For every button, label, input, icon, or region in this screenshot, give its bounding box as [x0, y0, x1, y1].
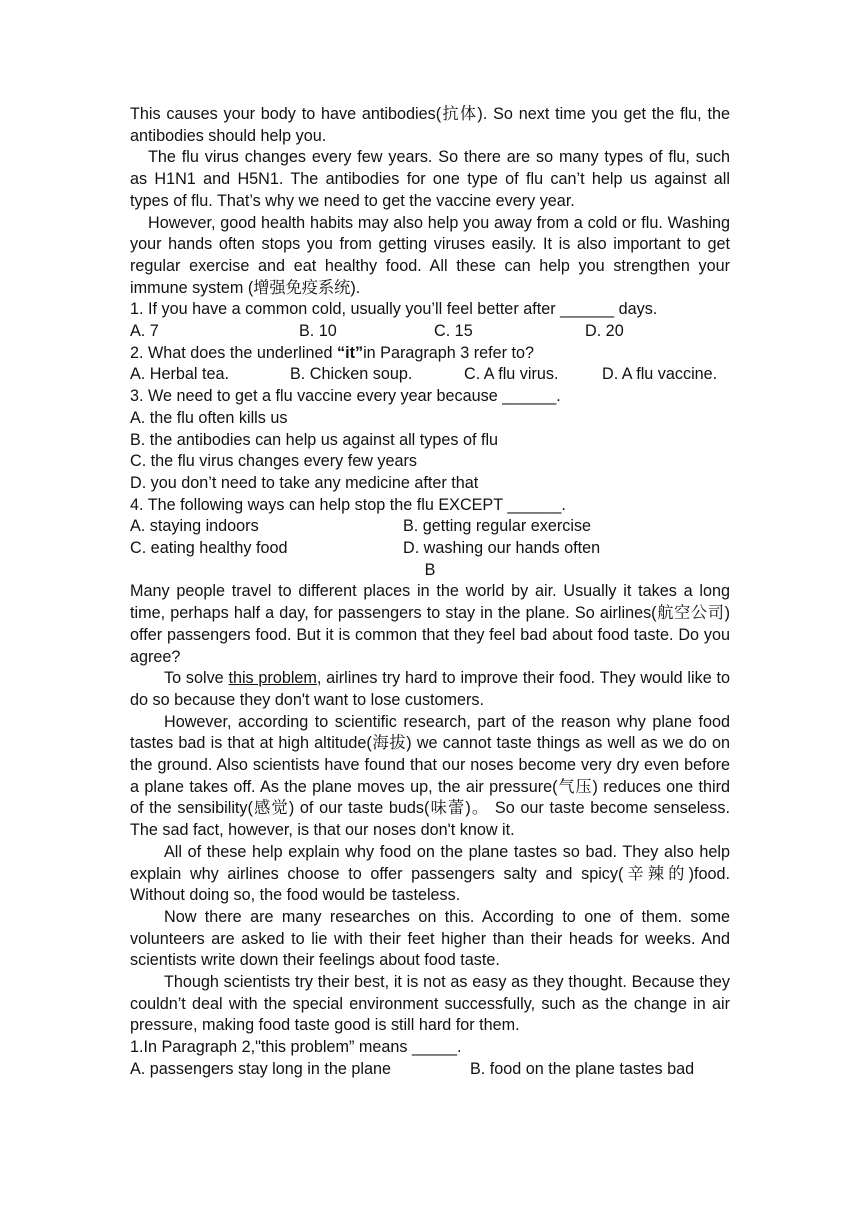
option: B. Chicken soup. — [290, 365, 413, 384]
question-a3-stem: 3. We need to get a flu vaccine every year because ______. — [130, 387, 561, 406]
option: A. 7 — [130, 322, 159, 341]
option: C. A flu virus. — [464, 365, 559, 384]
option: A. passengers stay long in the plane — [130, 1059, 391, 1078]
question-b1-options — [130, 1059, 730, 1081]
passage-b-paragraph-1: Many people travel to different places in the world by air. Usually it takes a long time, perhaps half a day, for passengers to stay in the plane. So airlines(航空公司) offer passengers food. But it is common that they feel bad about food taste. Do you agree? — [130, 582, 730, 666]
question-a2-stem-pre: 2. What does the underlined — [130, 343, 337, 362]
passage-a-paragraph-1: This causes your body to have antibodies(抗体). So next time you get the flu, the antibodies should help you. — [130, 105, 730, 145]
question-b1-stem: 1.In Paragraph 2,"this problem” means _____. — [130, 1038, 462, 1057]
question-a2-options — [130, 364, 730, 386]
question-a4-stem: 4. The following ways can help stop the flu EXCEPT ______. — [130, 495, 566, 514]
question-a1-stem: 1. If you have a common cold, usually you’ll feel better after ______ days. — [130, 300, 658, 319]
underlined-this-problem: this problem — [228, 669, 317, 688]
question-a2-stem — [130, 343, 730, 365]
passage-a-paragraph-3: However, good health habits may also help you away from a cold or flu. Washing your hands often stops you from getting viruses easily. It is also important to get regular exercise and eat healthy food. All these can help you strengthen your immune system (增强免疫系统). — [130, 213, 730, 297]
option: B. food on the plane tastes bad — [470, 1059, 695, 1078]
option: D. washing our hands often — [403, 539, 601, 558]
option: B. the antibodies can help us against all types of flu — [130, 430, 499, 449]
section-b-heading: B — [424, 560, 436, 579]
option: A. Herbal tea. — [130, 365, 229, 384]
option: B. getting regular exercise — [403, 517, 592, 536]
passage-b-paragraph-6: Though scientists try their best, it is not as easy as they thought. Because they couldn’t deal with the special environment successfully, such as the change in air pressure, making food taste good is still hard for them. — [130, 973, 730, 1035]
document-page — [130, 104, 730, 1081]
passage-b-paragraph-5: Now there are many researches on this. According to one of them. some volunteers are asked to lie with their feet higher than their heads for weeks. And scientists write down their feelings about food taste. — [130, 907, 730, 970]
option: C. the flu virus changes every few years — [130, 452, 418, 471]
option: A. the flu often kills us — [130, 408, 288, 427]
question-a2-stem-post: in Paragraph 3 refer to? — [363, 343, 535, 362]
passage-b-paragraph-4: All of these help explain why food on the plane tastes so bad. They also help explain why airlines choose to offer passengers salty and spicy(辛辣的)food. Without doing so, the food would be tasteless. — [130, 842, 730, 905]
question-a4-options-row-1 — [130, 516, 730, 538]
option: D. 20 — [585, 322, 624, 341]
passage-b-p2-pre: To solve — [164, 669, 229, 688]
option: D. A flu vaccine. — [602, 365, 718, 384]
question-a2-stem-bold: “it” — [336, 343, 364, 362]
passage-a-paragraph-2: The flu virus changes every few years. So there are so many types of flu, such as H1N1 and H5N1. The antibodies for one type of flu can’t help us against all types of flu. That’s why we need to get the vaccine every year. — [130, 148, 730, 210]
passage-b-paragraph-2 — [130, 668, 730, 711]
option: A. staying indoors — [130, 517, 259, 536]
option: C. eating healthy food — [130, 539, 288, 558]
option: D. you don’t need to take any medicine after that — [130, 473, 479, 492]
passage-b-p2-post: , airlines try hard to improve their food. They would like to do so because they don't want to lose customers. — [130, 669, 730, 709]
question-a1-options — [130, 321, 730, 343]
option: C. 15 — [434, 322, 473, 341]
passage-b-paragraph-3: However, according to scientific research, part of the reason why plane food tastes bad is that at high altitude(海拔) we cannot taste things as well as we do on the ground. Also scientists have found that our noses become very dry even before a plane takes off. As the plane moves up, the air pressure(气压) reduces one third of the sensibility(感觉) of our taste buds(味蕾)。 So our taste become senseless. The sad fact, however, is that our noses don't know it. — [130, 712, 730, 840]
question-a4-options-row-2 — [130, 538, 730, 560]
option: B. 10 — [299, 322, 337, 341]
